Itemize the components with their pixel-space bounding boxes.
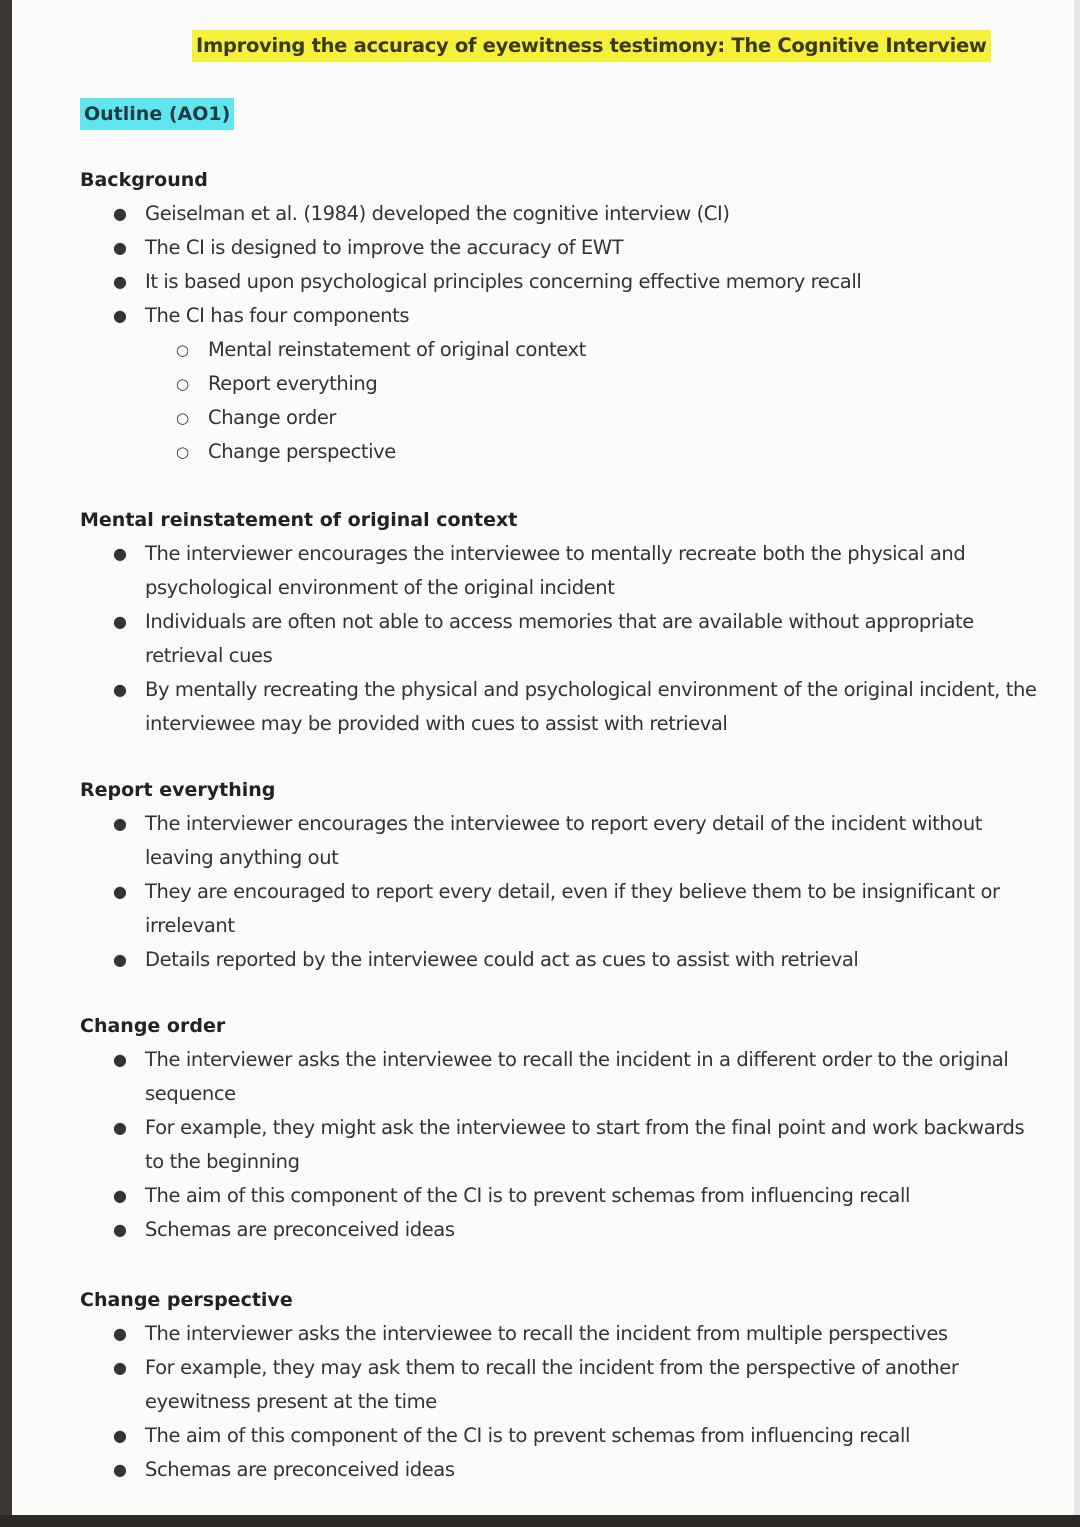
bullet-icon: ● [113, 612, 127, 631]
hollow-bullet-icon: ○ [176, 375, 189, 393]
list-item-text: The aim of this component of the CI is to prevent schemas from influencing recall [145, 1424, 910, 1447]
list-item-text: For example, they may ask them to recall the incident from the perspective of another [145, 1356, 959, 1379]
list-item-text: They are encouraged to report every detail, even if they believe them to be insignificant or [145, 880, 1000, 903]
list-item [80, 1179, 1040, 1213]
list-item [80, 1077, 1040, 1111]
list-item [80, 841, 1040, 875]
list-item-text: sequence [145, 1082, 236, 1105]
list-item-text: irrelevant [145, 914, 235, 937]
list-item [80, 265, 1040, 299]
list-item-text: The interviewer encourages the interviewee to mentally recreate both the physical and [145, 542, 966, 565]
list-item-text: leaving anything out [145, 846, 339, 869]
sub-list-item [80, 367, 1040, 401]
bullet-icon: ● [113, 1050, 127, 1069]
sub-list-item [80, 401, 1040, 435]
list-item-text: to the beginning [145, 1150, 300, 1173]
bullet-icon: ● [113, 272, 127, 291]
list-item-text: Schemas are preconceived ideas [145, 1218, 455, 1241]
list-item [80, 231, 1040, 265]
bullet-icon: ● [113, 1220, 127, 1239]
list-item [80, 1145, 1040, 1179]
section-heading: Mental reinstatement of original context [80, 509, 518, 531]
list-item-text: By mentally recreating the physical and psychological environment of the original incident, the [145, 678, 1037, 701]
bullet-icon: ● [113, 814, 127, 833]
bullet-icon: ● [113, 882, 127, 901]
list-item [80, 197, 1040, 231]
section-heading: Change order [80, 1015, 226, 1037]
section [80, 1009, 1040, 1247]
section-heading: Report everything [80, 779, 276, 801]
list-item-text: The interviewer asks the interviewee to recall the incident in a different order to the original [145, 1048, 1009, 1071]
bullet-icon: ● [113, 680, 127, 699]
list-item-text: eyewitness present at the time [145, 1390, 437, 1413]
bullet-icon: ● [113, 204, 127, 223]
bullet-icon: ● [113, 238, 127, 257]
list-item [80, 1419, 1040, 1453]
list-item [80, 1043, 1040, 1077]
list-item-text: Mental reinstatement of original context [208, 338, 586, 361]
hollow-bullet-icon: ○ [176, 409, 189, 427]
list-item-text: Report everything [208, 372, 378, 395]
list-item-text: retrieval cues [145, 644, 273, 667]
list-item [80, 909, 1040, 943]
list-item [80, 1317, 1040, 1351]
bullet-icon: ● [113, 1186, 127, 1205]
list-item-text: The aim of this component of the CI is to prevent schemas from influencing recall [145, 1184, 910, 1207]
list-item [80, 605, 1040, 639]
list-item [80, 1213, 1040, 1247]
list-item [80, 943, 1040, 977]
list-item [80, 1351, 1040, 1385]
list-item [80, 1111, 1040, 1145]
list-item-text: For example, they might ask the interviewee to start from the final point and work backwards [145, 1116, 1025, 1139]
list-item [80, 537, 1040, 571]
hollow-bullet-icon: ○ [176, 443, 189, 461]
page-edge-shadow [0, 0, 12, 1527]
list-item-text: Geiselman et al. (1984) developed the cognitive interview (CI) [145, 202, 730, 225]
section-heading: Background [80, 169, 208, 191]
section [80, 163, 1040, 469]
bullet-icon: ● [113, 1460, 127, 1479]
section [80, 773, 1040, 977]
sub-list-item [80, 333, 1040, 367]
list-item [80, 1385, 1040, 1419]
outline-heading: Outline (AO1) [80, 98, 234, 130]
list-item [80, 875, 1040, 909]
section [80, 503, 1040, 741]
list-item [80, 807, 1040, 841]
page-edge-shadow [0, 1515, 1080, 1527]
page-edge [1074, 0, 1080, 1527]
list-item-text: The interviewer encourages the interviewee to report every detail of the incident without [145, 812, 983, 835]
hollow-bullet-icon: ○ [176, 341, 189, 359]
list-item-text: Schemas are preconceived ideas [145, 1458, 455, 1481]
list-item-text: Individuals are often not able to access memories that are available without appropriate [145, 610, 974, 633]
list-item-text: Details reported by the interviewee could act as cues to assist with retrieval [145, 948, 859, 971]
list-item [80, 571, 1040, 605]
section-heading: Change perspective [80, 1289, 293, 1311]
list-item [80, 299, 1040, 333]
bullet-icon: ● [113, 544, 127, 563]
list-item [80, 1453, 1040, 1487]
list-item-text: psychological environment of the original incident [145, 576, 615, 599]
bullet-icon: ● [113, 1118, 127, 1137]
bullet-icon: ● [113, 1426, 127, 1445]
document-title: Improving the accuracy of eyewitness testimony: The Cognitive Interview [192, 30, 991, 62]
list-item [80, 673, 1040, 707]
list-item [80, 639, 1040, 673]
list-item-text: The interviewer asks the interviewee to recall the incident from multiple perspectives [145, 1322, 948, 1345]
list-item-text: It is based upon psychological principles concerning effective memory recall [145, 270, 862, 293]
list-item-text: Change perspective [208, 440, 396, 463]
bullet-icon: ● [113, 1358, 127, 1377]
bullet-icon: ● [113, 1324, 127, 1343]
list-item-text: Change order [208, 406, 337, 429]
section [80, 1283, 1040, 1487]
bullet-icon: ● [113, 950, 127, 969]
list-item-text: The CI has four components [145, 304, 410, 327]
sub-list-item [80, 435, 1040, 469]
bullet-icon: ● [113, 306, 127, 325]
list-item-text: interviewee may be provided with cues to assist with retrieval [145, 712, 728, 735]
list-item [80, 707, 1040, 741]
list-item-text: The CI is designed to improve the accuracy of EWT [145, 236, 624, 259]
